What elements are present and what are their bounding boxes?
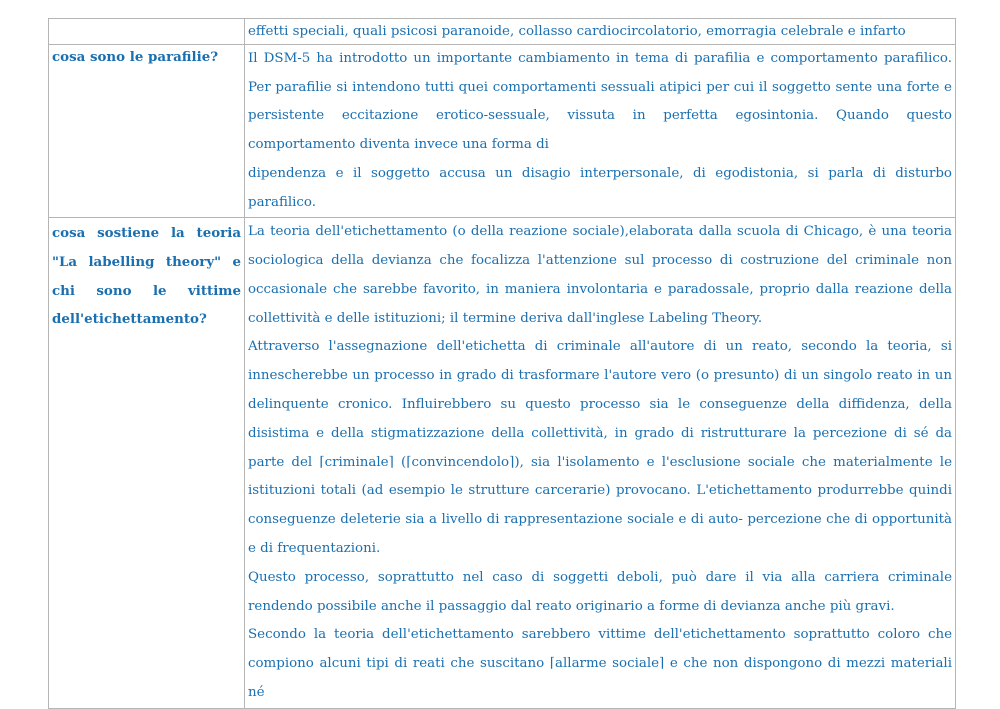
question-cell <box>49 19 245 45</box>
answer-paragraph: effetti speciali, quali psicosi paranoide, collasso cardiocircolatorio, emorragia celebrale e infarto <box>248 24 906 39</box>
table-row <box>49 45 956 218</box>
table-row <box>49 19 956 45</box>
question-text: cosa sono le parafilie? <box>52 49 219 65</box>
answer-paragraph: La teoria dell'etichettamento (o della reazione sociale),elaborata dalla scuola di Chicago, è una teoria sociologica della devianza che focalizza l'attenzione sul processo di costruzione del criminale non occasionale che sarebbe favorito, in maniera involontaria e paradossale, proprio dalla reazione della collettività e delle istituzioni; il termine deriva dall'inglese Labeling Theory. <box>248 224 952 326</box>
answer-paragraph: Il DSM-5 ha introdotto un importante cambiamento in tema di parafilia e comportamento parafilico. Per parafilie si intendono tutti quei comportamenti sessuali atipici per cui il soggetto sente una forte e persistente eccitazione erotico-sessuale, vissuta in perfetta egosintonia. Quando questo comportamento diventa invece una forma di <box>248 51 952 153</box>
table-row <box>49 218 956 709</box>
answer-paragraph: Attraverso l'assegnazione dell'etichetta di criminale all'autore di un reato, secondo la teoria, si innescherebbe un processo in grado di trasformare l'autore vero (o presunto) di un singolo reato in un delinquente cronico. Influirebbero su questo processo sia le conseguenze della diffidenza, della disistima e della stigmatizzazione della collettività, in grado di ristrutturare la percezione di sé da parte del ⌈criminale⌉ (⌈convincendolo⌉), sia l'isolamento e l'esclusione sociale che materialmente le istituzioni totali (ad esempio le strutture carcerarie) provocano. L'etichettamento produrrebbe quindi conseguenze deleterie sia a livello di rappresentazione sociale e di auto- percezione che di opportunità e di frequentazioni. <box>248 339 952 556</box>
question-text: cosa sostiene la teoria "La labelling theory" e chi sono le vittime dell'etichettamento? <box>52 225 241 328</box>
qa-table <box>48 18 956 709</box>
answer-paragraph: Secondo la teoria dell'etichettamento sarebbero vittime dell'etichettamento soprattutto coloro che compiono alcuni tipi di reati che suscitano ⌈allarme sociale⌉ e che non dispongono di mezzi materiali né <box>248 627 952 700</box>
answer-cell <box>245 218 956 709</box>
question-cell <box>49 218 245 709</box>
answer-paragraph: dipendenza e il soggetto accusa un disagio interpersonale, di egodistonia, si parla di disturbo parafilico. <box>248 165 952 210</box>
answer-paragraph: Questo processo, soprattutto nel caso di soggetti deboli, può dare il via alla carriera criminale rendendo possibile anche il passaggio dal reato originario a forme di devianza anche più gravi. <box>248 569 952 614</box>
answer-cell <box>245 45 956 218</box>
answer-cell <box>245 19 956 45</box>
question-cell <box>49 45 245 218</box>
